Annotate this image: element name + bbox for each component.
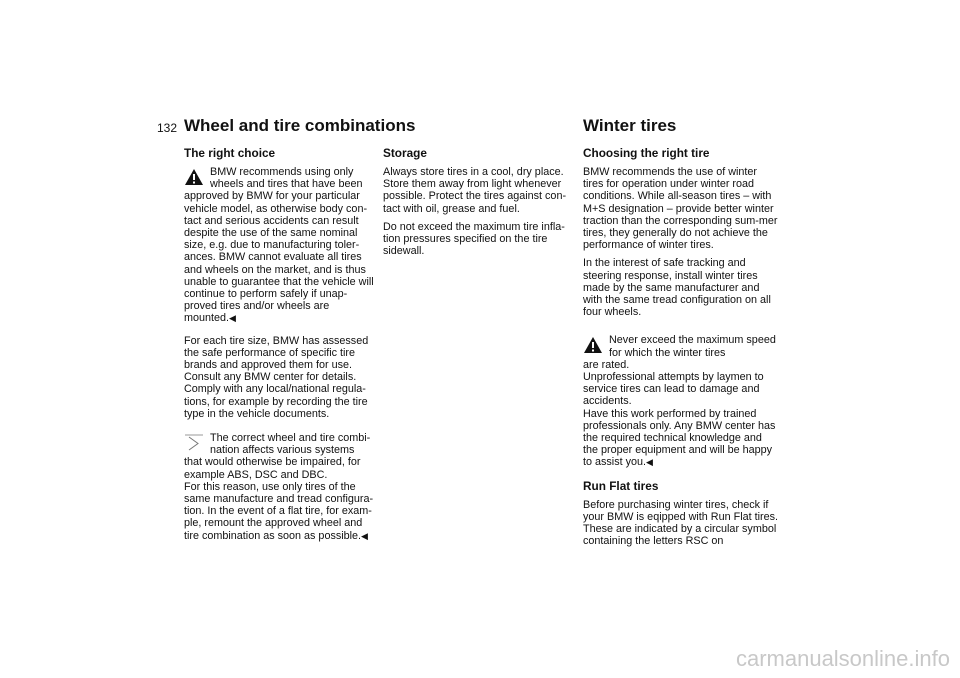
section-title-winter-tires: Winter tires [583, 116, 677, 135]
paragraph-storage-1: Always store tires in a cool, dry place. Store them away from light whenever possible. Protect the tires against con-tact with oil, grease and fuel. [383, 166, 567, 215]
note-text-first: The correct wheel and tire combi-nation affects various systems [210, 432, 371, 457]
end-mark: ◀ [361, 530, 368, 541]
column-winter [583, 146, 779, 553]
end-mark: ◀ [646, 457, 653, 468]
note-block [184, 432, 380, 542]
paragraph-winter-1: BMW recommends the use of winter tires for operation under winter road conditions. While all-season tires – with M+S designation – provide better winter traction than the corresponding sum-mer tires, they generally do not achieve the performance of winter tires. [583, 166, 778, 252]
watermark-text: carmanualsonline.info [735, 646, 950, 671]
note-arrow-icon [184, 434, 204, 452]
warning-winter-rest3: Have this work performed by trained professionals only. Any BMW center has the required technical knowledge and the proper equipment and will be happy to assist you. [583, 407, 776, 469]
heading-choosing-tire: Choosing the right tire [583, 146, 710, 160]
column-right-choice [184, 146, 380, 552]
paragraph-storage-2: Do not exceed the maximum tire infla-tion pressures specified on the tire sidewall. [383, 220, 565, 258]
paragraph-winter-2: In the interest of safe tracking and steering response, install winter tires made by the same manufacturer and with the same tread configuration on all four wheels. [583, 257, 771, 319]
warning-winter-rest2: Unprofessional attempts by laymen to service tires can lead to damage and accidents. [583, 371, 764, 408]
paragraph-assessed: For each tire size, BMW has assessed the safe performance of specific tire brands and approved them for use. Consult any BMW center for details. Comply with any local/national regula-tions, for example by recording the tire type in the vehicle documents. [184, 334, 369, 420]
paragraph-run-flat: Before purchasing winter tires, check if your BMW is eqipped with Run Flat tires. These are indicated by a circular symbol containing the letters RSC on [583, 498, 779, 548]
warning-block [184, 166, 380, 325]
end-mark: ◀ [229, 313, 236, 324]
warning-triangle-icon [583, 336, 603, 354]
warning-winter-first: Never exceed the maximum speed for which the winter tires [609, 334, 776, 359]
heading-run-flat: Run Flat tires [583, 478, 659, 493]
column-storage [383, 146, 579, 263]
warning-triangle-icon [184, 168, 204, 186]
warning-text-first: BMW recommends using only wheels and tires that have been [210, 166, 363, 191]
warning-block-winter [583, 334, 779, 468]
heading-right-choice: The right choice [184, 146, 276, 160]
warning-text-rest: approved by BMW for your particular vehicle model, as otherwise body con-tact and serious accidents can result despite the use of the same nominal size, e.g. due to manufacturing toler-ances. BMW cannot evaluate all tires and wheels on the market, and is thus unable to guarantee that the vehicle will continue to perform safely if unap-proved tires and/or wheels are mounted. [184, 190, 374, 325]
note-text-rest2: For this reason, use only tires of the same manufacture and tread configura-tion. In the event of a flat tire, for exam-ple, remount the approved wheel and tire combination as soon as possible. [184, 480, 374, 542]
page-number: 132 [157, 121, 178, 135]
heading-storage: Storage [383, 146, 427, 160]
note-text-rest: that would otherwise be impaired, for example ABS, DSC and DBC. [184, 456, 361, 481]
warning-winter-rest: are rated. [583, 358, 630, 371]
section-title-wheel-tire: Wheel and tire combinations [184, 116, 416, 135]
